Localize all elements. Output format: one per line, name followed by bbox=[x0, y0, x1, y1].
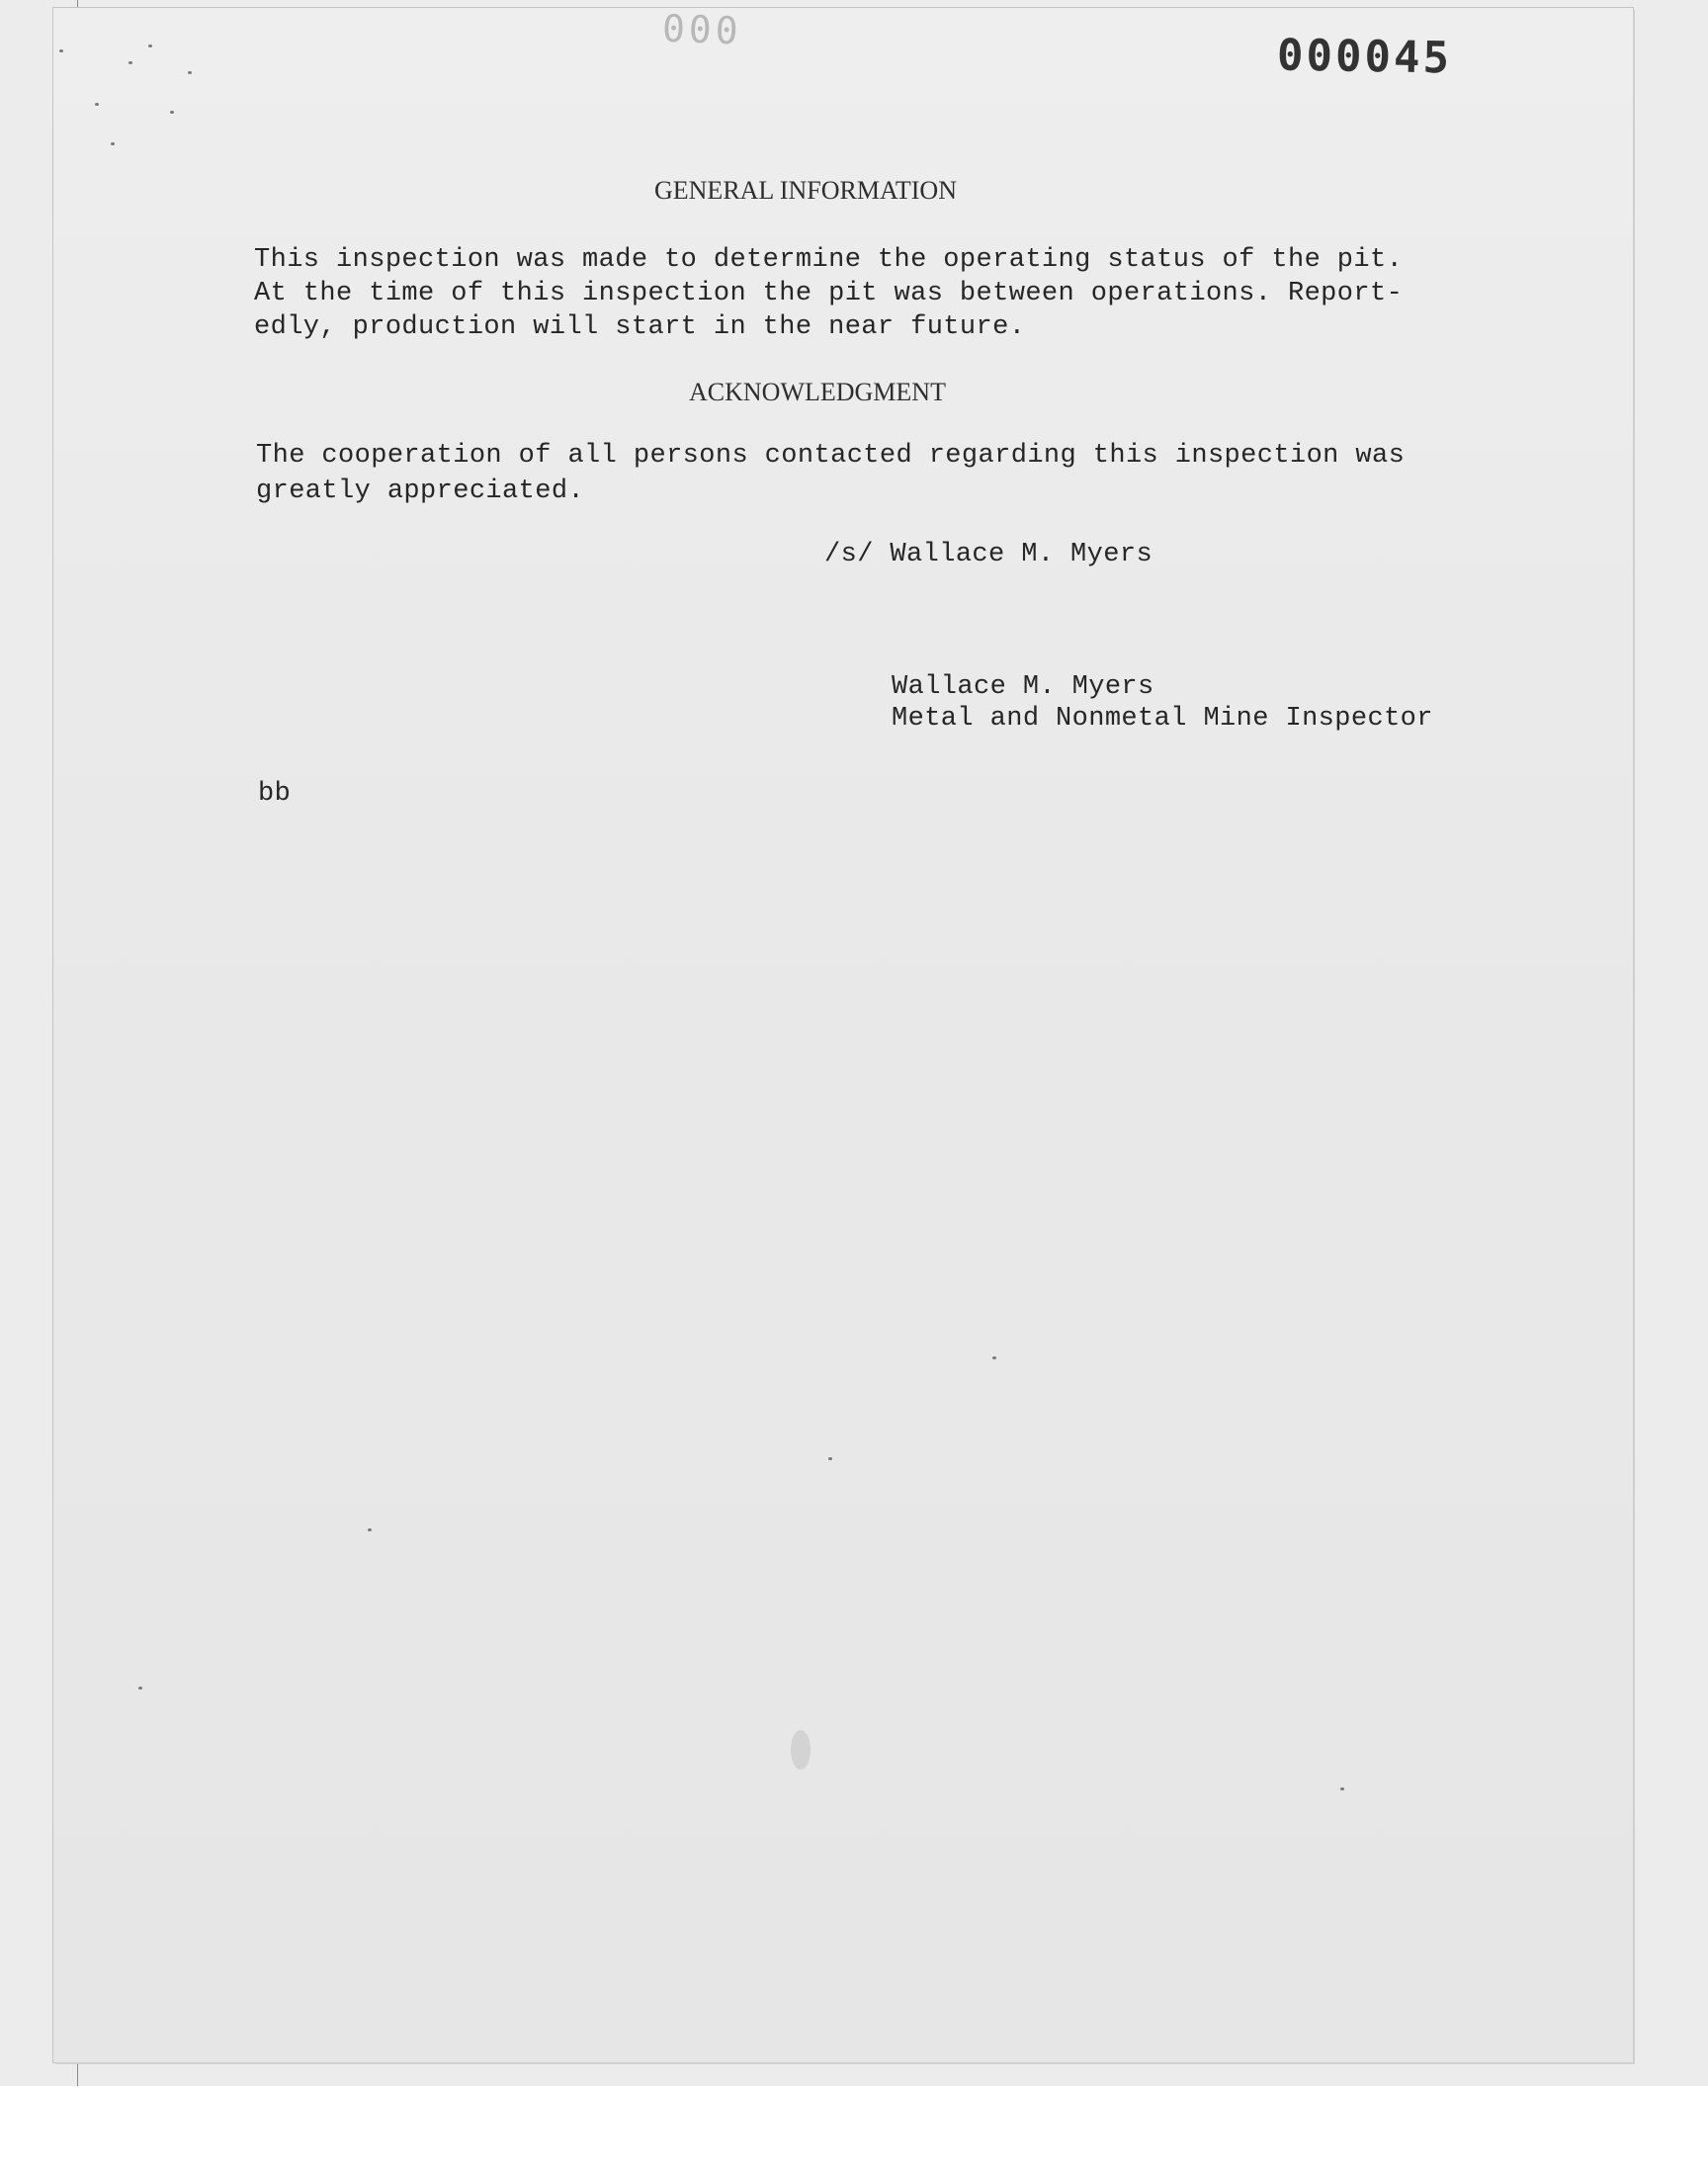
scan-speck bbox=[95, 103, 99, 106]
scan-speck bbox=[992, 1356, 996, 1359]
signer-name: Wallace M. Myers bbox=[892, 672, 1154, 702]
scan-speck bbox=[111, 142, 115, 145]
signer-title: Metal and Nonmetal Mine Inspector bbox=[892, 704, 1433, 734]
scan-speck bbox=[128, 61, 132, 64]
scan-speck bbox=[1340, 1787, 1344, 1790]
typist-initials: bb bbox=[258, 779, 292, 809]
acknowledgment-line-1: The cooperation of all persons contacted regarding this inspection was bbox=[256, 441, 1406, 471]
general-information-heading: GENERAL INFORMATION bbox=[654, 176, 957, 205]
scan-speck bbox=[828, 1457, 832, 1460]
scan-speck bbox=[59, 49, 63, 52]
scan-speck bbox=[148, 44, 152, 47]
acknowledgment-line-2: greatly appreciated. bbox=[256, 477, 585, 506]
scan-speck bbox=[170, 111, 174, 114]
scan-speck bbox=[138, 1687, 142, 1690]
page-number: 000045 bbox=[1276, 30, 1453, 84]
faint-stamp-number: 000 bbox=[661, 6, 743, 53]
signature-line: /s/ Wallace M. Myers bbox=[824, 540, 1153, 569]
general-information-line-2: At the time of this inspection the pit was between operations. Report- bbox=[254, 279, 1404, 308]
scan-speck bbox=[188, 71, 192, 74]
scan-smudge bbox=[791, 1730, 811, 1770]
scan-speck bbox=[368, 1528, 372, 1531]
general-information-line-3: edly, production will start in the near future. bbox=[254, 312, 1026, 342]
acknowledgment-heading: ACKNOWLEDGMENT bbox=[689, 378, 946, 406]
general-information-line-1: This inspection was made to determine the operating status of the pit. bbox=[254, 245, 1404, 275]
